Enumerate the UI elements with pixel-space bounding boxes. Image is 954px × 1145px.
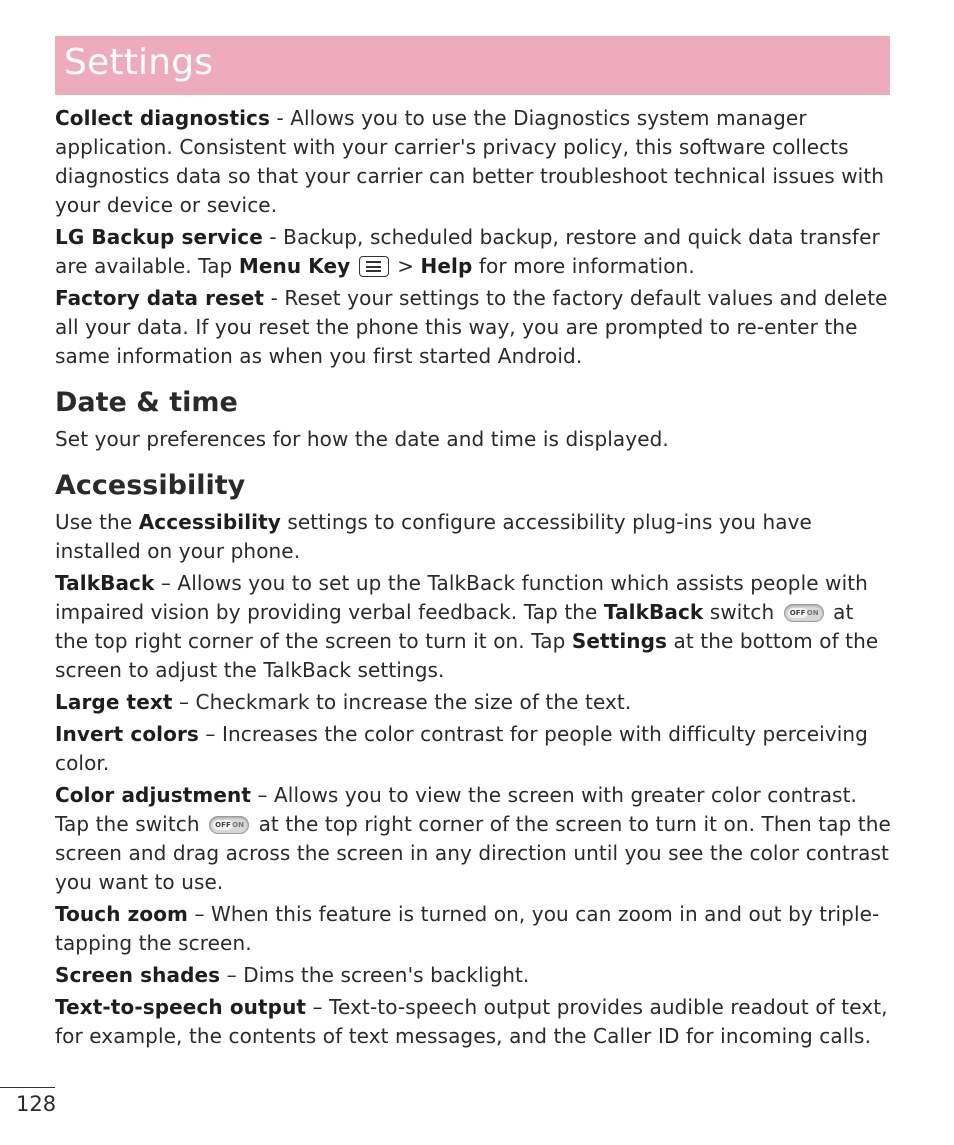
term-touch-zoom: Touch zoom <box>55 902 188 926</box>
tts-paragraph <box>55 993 891 1051</box>
term-large-text: Large text <box>55 690 173 714</box>
switch-off-label: OFF <box>789 609 806 617</box>
factory-reset-paragraph <box>55 284 891 371</box>
invert-colors-text: – Increases the color contrast for people with difficulty perceiving color. <box>55 722 868 775</box>
menu-separator: > <box>390 254 421 278</box>
date-time-paragraph: Set your preferences for how the date and time is displayed. <box>55 427 669 451</box>
page-content <box>55 104 891 1054</box>
help-label: Help <box>420 254 473 278</box>
term-screen-shades: Screen shades <box>55 963 221 987</box>
page-number: 128 <box>16 1092 57 1116</box>
lg-backup-paragraph <box>55 223 891 281</box>
talkback-text-4: at the bottom of the screen to adjust the TalkBack settings. <box>55 629 879 682</box>
page-title: Settings <box>64 42 214 83</box>
screen-shades-paragraph <box>55 961 891 990</box>
page-number-rule <box>0 1087 55 1088</box>
talkback-text-1: – Allows you to set up the TalkBack function which assists people with impaired vision by providing verbal feedback. Tap the <box>55 571 868 624</box>
menu-key-icon <box>359 256 389 277</box>
lg-backup-text-2: for more information. <box>472 254 695 278</box>
off-on-switch-icon <box>209 816 249 834</box>
talkback-text-2: switch <box>703 600 781 624</box>
date-time-heading: Date & time <box>55 387 238 418</box>
accessibility-intro-2: settings to configure accessibility plug-ins you have installed on your phone. <box>55 510 812 563</box>
term-tts: Text-to-speech output <box>55 995 307 1019</box>
term-talkback-2: TalkBack <box>603 600 704 624</box>
menu-key-label: Menu Key <box>238 254 351 278</box>
section-banner <box>55 36 890 95</box>
term-talkback: TalkBack <box>55 571 155 595</box>
accessibility-intro-paragraph <box>55 508 891 566</box>
touch-zoom-text: – When this feature is turned on, you can zoom in and out by triple-tapping the screen. <box>55 902 880 955</box>
invert-colors-paragraph <box>55 720 891 778</box>
switch-on-label: ON <box>232 821 245 829</box>
color-adjustment-paragraph <box>55 781 891 897</box>
color-adjustment-text-2: at the top right corner of the screen to turn it on. Then tap the screen and drag across the screen in any direction until you see the color contrast you want to use. <box>55 812 891 894</box>
term-invert-colors: Invert colors <box>55 722 199 746</box>
term-accessibility: Accessibility <box>138 510 281 534</box>
off-on-switch-icon <box>784 604 824 622</box>
accessibility-intro-1: Use the <box>55 510 139 534</box>
large-text-text: – Checkmark to increase the size of the text. <box>172 690 632 714</box>
color-adjustment-text-1: – Allows you to view the screen with greater color contrast. Tap the switch <box>55 783 857 836</box>
collect-diagnostics-paragraph <box>55 104 891 220</box>
lg-backup-text-1: - Backup, scheduled backup, restore and quick data transfer are available. Tap <box>55 225 880 278</box>
term-collect-diagnostics: Collect diagnostics <box>55 106 271 130</box>
switch-off-label: OFF <box>215 821 231 829</box>
talkback-paragraph <box>55 569 891 685</box>
factory-reset-text: - Reset your settings to the factory default values and delete all your data. If you reset the phone this way, you are prompted to re-enter the same information as when you first started Android. <box>55 286 888 368</box>
touch-zoom-paragraph <box>55 900 891 958</box>
term-factory-reset: Factory data reset <box>55 286 265 310</box>
talkback-text-3: at the top right corner of the screen to turn it on. Tap <box>55 600 854 653</box>
collect-diagnostics-text: - Allows you to use the Diagnostics system manager application. Consistent with your carrier's privacy policy, this software collects diagnostics data so that your carrier can better troubleshoot technical issues with your device or sevice. <box>55 106 885 217</box>
accessibility-heading: Accessibility <box>55 470 246 501</box>
term-settings: Settings <box>571 629 668 653</box>
switch-on-label: ON <box>806 609 819 617</box>
screen-shades-text: – Dims the screen's backlight. <box>220 963 530 987</box>
large-text-paragraph <box>55 688 891 717</box>
term-lg-backup: LG Backup service <box>55 225 263 249</box>
term-color-adjustment: Color adjustment <box>55 783 252 807</box>
tts-text: – Text-to-speech output provides audible readout of text, for example, the contents of text messages, and the Caller ID for incoming calls. <box>55 995 888 1048</box>
